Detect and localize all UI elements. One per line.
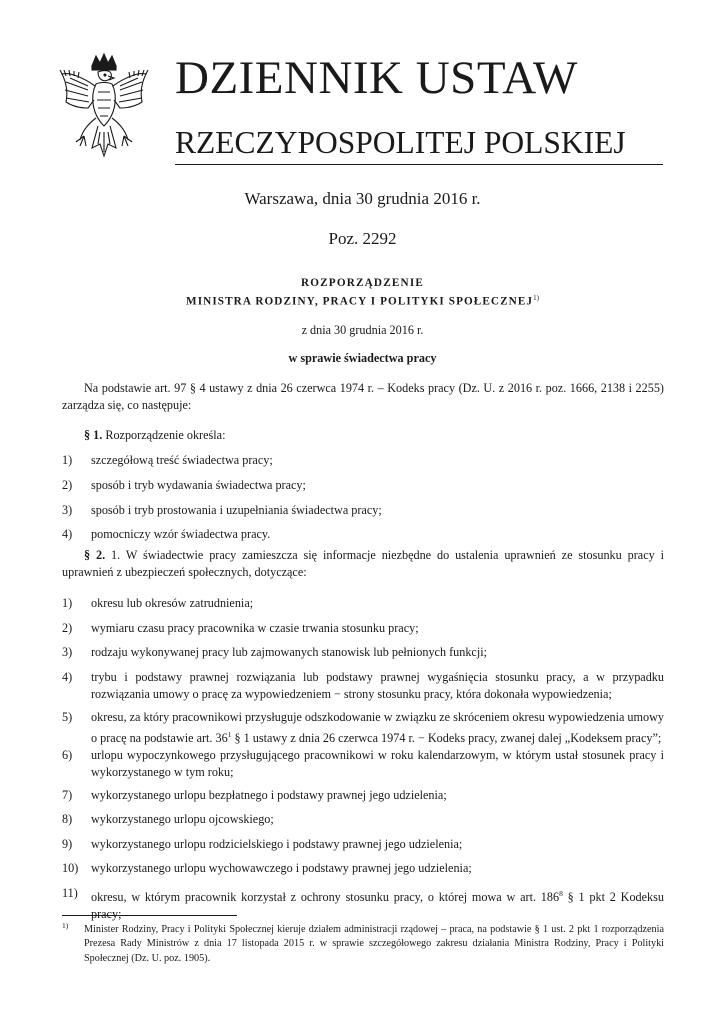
list-item: wykorzystanego urlopu ojcowskiego; <box>91 812 274 826</box>
act-date: z dnia 30 grudnia 2016 r. <box>301 323 424 337</box>
act-subject: w sprawie świadectwa pracy <box>288 351 437 365</box>
act-issuer <box>0 294 725 308</box>
list-item-number: 8) <box>62 812 73 826</box>
section-2-label: § 2. <box>84 548 106 562</box>
list-item-number: 9) <box>62 837 73 851</box>
list-item-text: § 1 ustawy z dnia 26 czerwca 1974 r. − Kodeks pracy, zwanej dalej „Kodeksem pracy”; <box>231 731 662 746</box>
list-item-number: 1) <box>62 596 73 610</box>
act-issuer-name: MINISTRA RODZINY, PRACY I POLITYKI SPOŁECZNEJ <box>186 295 534 308</box>
position-number: Poz. 2292 <box>328 229 397 248</box>
footnote-divider <box>62 915 237 916</box>
list-item: okresu lub okresów zatrudnienia; <box>91 596 254 610</box>
act-type: ROZPORZĄDZENIE <box>300 277 425 289</box>
list-item-number: 5) <box>62 710 73 724</box>
list-item-number: 6) <box>62 748 73 762</box>
list-item-number: 10) <box>62 861 79 875</box>
list-item: wykorzystanego urlopu wychowawczego i podstawy prawnej jego udzielenia; <box>91 861 472 875</box>
section-1-intro-text: Rozporządzenie określa: <box>105 428 226 442</box>
list-item-number: 3) <box>62 645 73 659</box>
section-2-intro <box>62 547 664 581</box>
list-item: pomocniczy wzór świadectwa pracy. <box>91 527 271 541</box>
list-item-text: okresu, za który pracownikowi przysługuje odszkodowanie w związku ze skróceniem okresu wypowiedzenia umowy o pracę na podstawie art. 36 <box>91 710 664 746</box>
list-item: wykorzystanego urlopu bezpłatnego i podstawy prawnej jego udzielenia; <box>91 788 447 802</box>
article-superscript: 1 <box>227 730 232 739</box>
list-item-text: okresu, w którym pracownik korzystał z ochrony stosunku pracy, o której mowa w art. 186 <box>91 890 560 905</box>
list-item <box>91 885 664 923</box>
list-item <box>91 709 664 747</box>
list-item-number: 1) <box>62 453 73 467</box>
list-item-number: 3) <box>62 503 73 517</box>
masthead-divider <box>175 164 663 165</box>
footnote-reference: 1) <box>533 294 539 302</box>
section-2-intro-text: 1. W świadectwie pracy zamieszcza się informacje niezbędne do ustalenia uprawnień ze stosunku pracy i uprawnień z ubezpieczeń społecznych, dotyczące: <box>62 548 664 579</box>
list-item-number: 11) <box>62 886 78 900</box>
list-item: szczegółową treść świadectwa pracy; <box>91 453 273 467</box>
journal-title: DZIENNIK USTAW <box>175 52 578 104</box>
footnote-mark: 1) <box>62 921 69 930</box>
section-1-label: § 1. <box>84 428 103 442</box>
list-item: urlopu wypoczynkowego przysługującego pracownikowi w roku kalendarzowym, w którym ustał stosunek pracy i wykorzystanego w tym roku; <box>91 748 664 779</box>
list-item-number: 2) <box>62 478 73 492</box>
list-item-number: 7) <box>62 788 73 802</box>
list-item-number: 4) <box>62 527 73 541</box>
list-item: rodzaju wykonywanej pracy lub zajmowanych stanowisk lub pełnionych funkcji; <box>91 645 487 659</box>
publication-date: Warszawa, dnia 30 grudnia 2016 r. <box>244 189 481 208</box>
section-1-intro <box>84 427 225 444</box>
preamble: Na podstawie art. 97 § 4 ustawy z dnia 26 czerwca 1974 r. – Kodeks pracy (Dz. U. z 2016 r. poz. 1666, 2138 i 2255) zarządza się, co następuje: <box>62 381 664 412</box>
list-item: trybu i podstawy prawnej rozwiązania lub podstawy prawnej wygaśnięcia stosunku pracy, a w przypadku rozwiązania umowy o pracę za wypowiedzeniem − strony stosunku pracy, która dokonała wypowiedzenia; <box>91 670 664 701</box>
article-superscript: 8 <box>559 889 563 898</box>
footnote-text: Minister Rodziny, Pracy i Polityki Społecznej kieruje działem administracji rządowej – praca, na podstawie § 1 ust. 2 pkt 1 rozporządzenia Prezesa Rady Ministrów z dnia 17 listopada 2015 r. w sprawie szczegółowego zakresu działania Ministra Rodziny, Pracy i Polityki Społecznej (Dz. U. poz. 1905). <box>84 924 664 964</box>
list-item: sposób i tryb wydawania świadectwa pracy; <box>91 478 306 492</box>
journal-subtitle: RZECZYPOSPOLITEJ POLSKIEJ <box>175 125 626 160</box>
list-item-text: § 1 pkt 2 Kodeksu pracy; <box>91 890 664 922</box>
list-item: sposób i tryb prostowania i uzupełniania świadectwa pracy; <box>91 503 382 517</box>
polish-eagle-emblem-icon <box>58 52 150 164</box>
list-item-number: 2) <box>62 621 73 635</box>
list-item: wykorzystanego urlopu rodzicielskiego i podstawy prawnej jego udzielenia; <box>91 837 463 851</box>
list-item: wymiaru czasu pracy pracownika w czasie trwania stosunku pracy; <box>91 621 419 635</box>
list-item-number: 4) <box>62 670 73 684</box>
